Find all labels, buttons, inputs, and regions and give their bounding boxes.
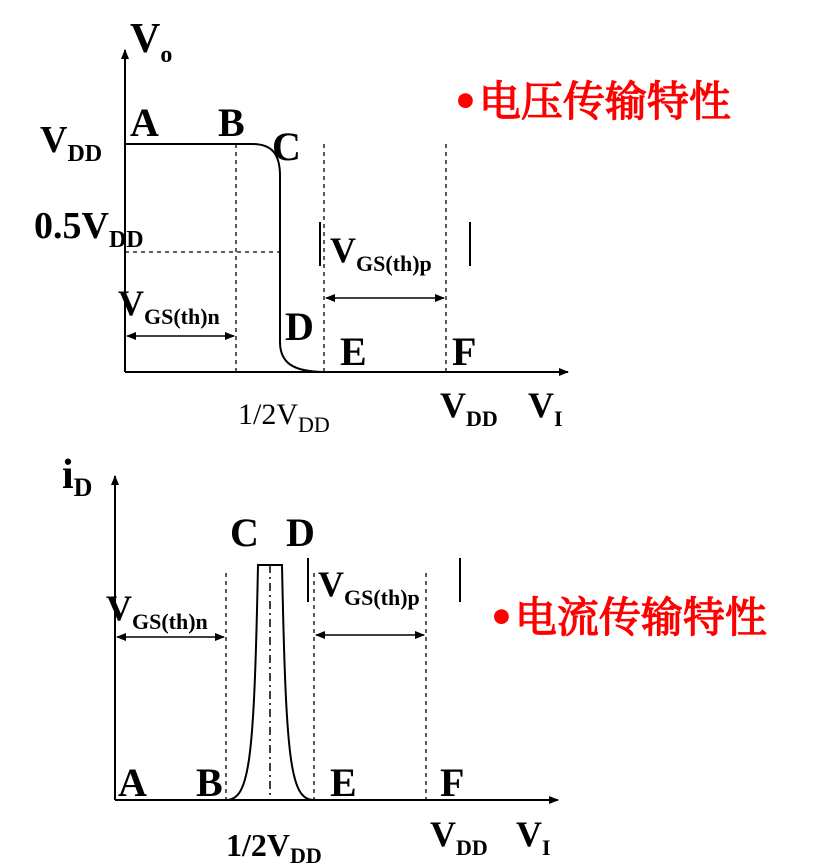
vgs-n-label-bottom: $V_{GS(th)n}$ <box>106 588 208 634</box>
point-a-bottom: A <box>118 760 147 805</box>
point-c-bottom: C <box>230 510 259 555</box>
half-vdd-y-label: $0.5V_{DD}$ <box>34 205 144 253</box>
vi-axis-label-top: $V_I$ <box>528 385 563 431</box>
current-transfer-chart <box>62 452 767 866</box>
vgs-p-label-bottom: $V_{GS(th)p}$ <box>318 564 420 610</box>
point-a-top: A <box>130 100 159 145</box>
vo-axis-label: $V_o$ <box>130 16 173 68</box>
vgs-p-label-top: $V_{GS(th)p}$ <box>330 230 432 276</box>
point-b-bottom: B <box>196 760 223 805</box>
half-vdd-x-label-bottom: $1/2V_{DD}$ <box>226 827 322 866</box>
vi-axis-label-bottom: $V_I$ <box>516 814 551 860</box>
point-f-bottom: F <box>440 760 465 805</box>
point-b-top: B <box>218 100 245 145</box>
vdd-x-label-bottom: $V_{DD}$ <box>430 814 488 860</box>
half-vdd-x-label-top: $1/2V_{DD}$ <box>238 398 330 437</box>
vdd-y-label: $V_{DD}$ <box>40 119 103 167</box>
point-e-bottom: E <box>330 760 357 805</box>
point-c-top: C <box>272 124 301 169</box>
point-d-bottom: D <box>286 510 315 555</box>
point-e-top: E <box>340 329 367 374</box>
vdd-x-label-top: $V_{DD}$ <box>440 385 498 431</box>
current-chart-title: •电流传输特性 <box>488 593 767 642</box>
voltage-chart-title: •电压传输特性 <box>452 77 731 126</box>
point-f-top: F <box>452 329 477 374</box>
point-d-top: D <box>285 304 314 349</box>
voltage-transfer-chart <box>34 16 731 437</box>
vgs-n-label-top: $V_{GS(th)n}$ <box>118 283 220 329</box>
id-axis-label: iD <box>62 452 93 502</box>
